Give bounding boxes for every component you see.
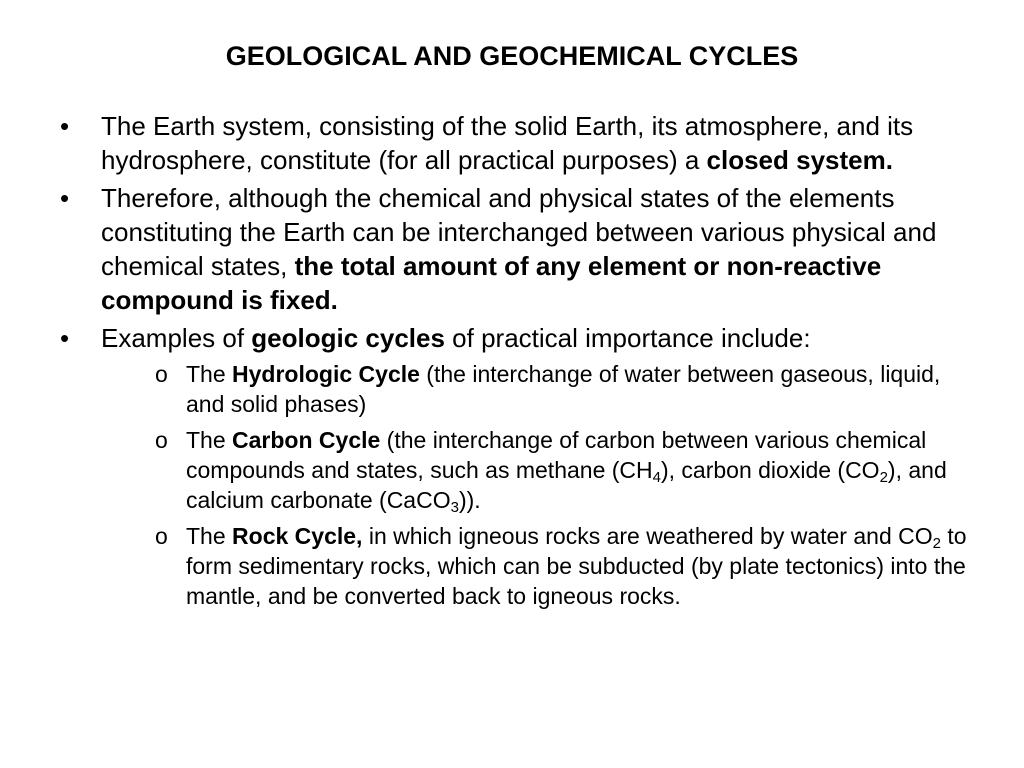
subscript: 2 <box>932 535 941 552</box>
sub-bullet-text: The <box>186 523 233 549</box>
sub-bullet-carbon-cycle <box>145 425 970 515</box>
bullet-emphasis: the total amount of any element or non-reactive compound is fixed. <box>101 251 882 315</box>
slide-content <box>60 109 970 617</box>
subscript: 4 <box>652 469 661 486</box>
sub-bullet-text: )). <box>458 487 481 513</box>
bullet-text: Examples of <box>101 323 252 353</box>
bullet-text: of practical importance include: <box>444 323 811 353</box>
sub-bullet-rock-cycle <box>145 521 970 611</box>
bullet-marker: • <box>60 183 70 213</box>
sub-bullet-text: to form sedimentary rocks, which can be subducted (by plate tectonics) into the mantle, and be converted back to igneous rocks. <box>186 523 967 609</box>
bullet-total-amount-fixed <box>60 181 970 317</box>
sub-bullet-text: (the interchange of carbon between various chemical compounds and states, such as methane (CH <box>186 427 927 483</box>
sub-bullet-marker: o <box>155 427 168 453</box>
bullet-marker: • <box>60 111 70 141</box>
sub-bullet-emphasis: Carbon Cycle <box>232 427 381 453</box>
bullet-emphasis: closed system. <box>706 145 893 175</box>
bullet-emphasis: geologic cycles <box>251 323 445 353</box>
sub-bullet-text: The <box>186 361 233 387</box>
bullet-geologic-cycles <box>60 321 970 611</box>
sub-bullet-marker: o <box>155 523 168 549</box>
sub-bullet-text: (the interchange of water between gaseous, liquid, and solid phases) <box>186 361 941 417</box>
sub-bullet-emphasis: Rock Cycle, <box>232 523 363 549</box>
bullet-text: Therefore, although the chemical and physical states of the elements constituting the Earth can be interchanged between various physical and chemical states, <box>101 183 937 281</box>
sub-bullet-text: ), carbon dioxide (CO <box>660 457 880 483</box>
sub-bullet-emphasis: Hydrologic Cycle <box>232 361 420 387</box>
bullet-closed-system <box>60 109 970 177</box>
sub-bullet-marker: o <box>155 361 168 387</box>
subscript: 3 <box>450 499 459 516</box>
sub-bullet-text: in which igneous rocks are weathered by water and CO <box>362 523 933 549</box>
subscript: 2 <box>879 469 888 486</box>
bullet-text: The Earth system, consisting of the solid Earth, its atmosphere, and its hydrosphere, constitute (for all practical purposes) a <box>101 111 914 175</box>
sub-bullet-list <box>145 359 970 611</box>
sub-bullet-text: The <box>186 427 233 453</box>
sub-bullet-hydrologic-cycle <box>145 359 970 419</box>
slide-title: GEOLOGICAL AND GEOCHEMICAL CYCLES <box>225 41 799 71</box>
sub-bullet-text: ), and calcium carbonate (CaCO <box>186 457 947 513</box>
bullet-marker: • <box>60 323 70 353</box>
